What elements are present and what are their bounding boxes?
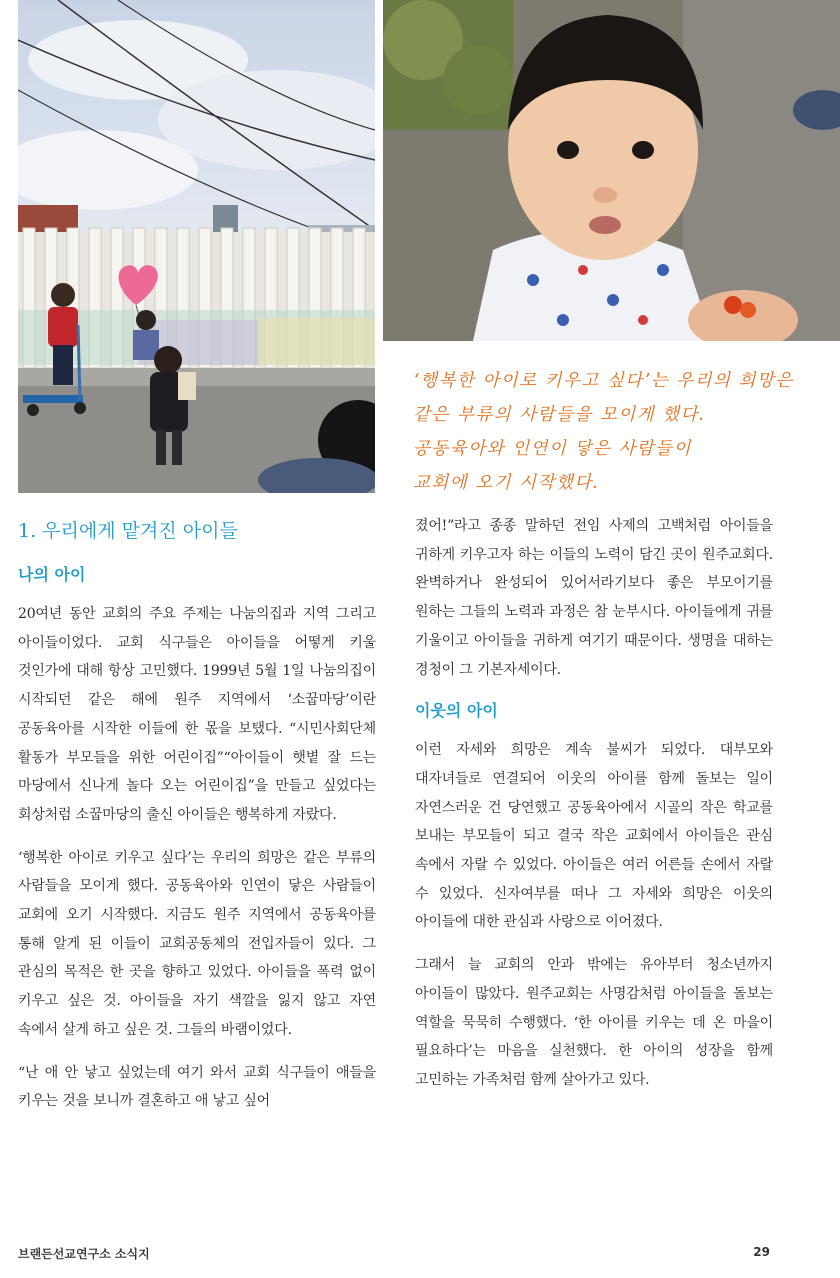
photo-children-playground — [18, 0, 375, 493]
body-paragraph: “난 애 안 낳고 싶었는데 여기 와서 교회 식구들이 애들을 키우는 것을 보니까 결혼하고 애 낳고 싶어 — [18, 1064, 376, 1110]
pull-quote-line: 같은 부류의 사람들을 모이게 했다. — [413, 405, 706, 425]
body-paragraph-continued: 졌어!”라고 종종 말하던 전임 사제의 고백처럼 아이들을 귀하게 키우고자 하는 이들의 노력이 담긴 곳이 원주교회다. 완벽하거나 완성되어 있어서라기보다 좋은 부모이기를 원하는 그들의 노력과 과정은 참 눈부시다. 아이들에게 귀를 기울이고 아이들을 귀하게 여기기 때문이다. 생명을 대하는 경청이 그 기본자세이다. — [415, 518, 773, 678]
subsection-title-neighbor-child: 이웃의 아이 — [415, 701, 498, 721]
text-column-left — [18, 516, 376, 1130]
body-paragraph: 이런 자세와 희망은 계속 불씨가 되었다. 대부모와 대자녀들로 연결되어 이웃의 아이를 함께 돌보는 일이 자연스러운 건 당연했고 공동육아에서 시골의 작은 학교를 보내는 부모들이 되고 결국 작은 교회에서 아이들은 관심 속에서 자랄 수 있었다. 아이들은 여러 어른들 손에서 자랄 수 있었다. 신자여부를 떠나 그 자세와 희망은 이웃의 아이들에 대한 관심과 사랑으로 이어졌다. — [415, 742, 773, 931]
body-paragraph: ‘행복한 아이로 키우고 싶다’는 우리의 희망은 같은 부류의 사람들을 모이게 했다. 공동육아와 인연이 닿은 사람들이 교회에 오기 시작했다. 지금도 원주 지역에서 공동육아를 통해 알게 된 이들이 교회공동체의 전입자들이 있다. 그 관심의 목적은 한 곳을 향하고 있었다. 아이들을 폭력 없이 키우고 싶은 것. 아이들을 자기 색깔을 잃지 않고 자연 속에서 살게 하고 싶은 것. 그들의 바램이었다. — [18, 849, 376, 1038]
body-paragraph: 20여년 동안 교회의 주요 주제는 나눔의집과 지역 그리고 아이들이었다. 교회 식구들은 아이들을 어떻게 키울 것인가에 대해 항상 고민했다. 1999년 5월 1일 나눔의집이 시작되던 같은 해에 원주 지역에서 ‘소꿉마당’이란 공동육아를 시작한 이들에 한 몫을 보탰다. “시민사회단체 활동가 부모들을 위한 어린이집”“아이들이 햇볕 잘 드는 마당에서 신나게 놀다 오는 어린이집”을 만들고 싶었다는 회상처럼 소꿉마당의 출신 아이들은 행복하게 자랐다. — [18, 606, 376, 823]
text-column-right — [415, 512, 773, 1109]
photo-toddler-closeup — [383, 0, 840, 341]
pull-quote-line: 공동육아와 인연이 닿은 사람들이 — [413, 439, 692, 459]
footer-page-number: 29 — [753, 1245, 770, 1259]
body-paragraph: 그래서 늘 교회의 안과 밖에는 유아부터 청소년까지 아이들이 많았다. 원주교회는 사명감처럼 아이들을 돌보는 역할을 묵묵히 수행했다. ‘한 아이를 키우는 데 온 마을이 필요하다’는 마음을 실천했다. 한 아이의 성장을 함께 고민하는 가족처럼 함께 살아가고 있다. — [415, 957, 773, 1088]
pull-quote-line: ‘행복한 아이로 키우고 싶다’는 우리의 희망은 — [413, 371, 794, 391]
subsection-title-my-child: 나의 아이 — [18, 565, 86, 584]
pull-quote-line: 교회에 오기 시작했다. — [413, 473, 600, 493]
pull-quote — [413, 364, 813, 500]
footer-publication-name: 브랜든선교연구소 소식지 — [18, 1247, 150, 1261]
section-title: 1. 우리에게 맡겨진 아이들 — [18, 520, 238, 542]
